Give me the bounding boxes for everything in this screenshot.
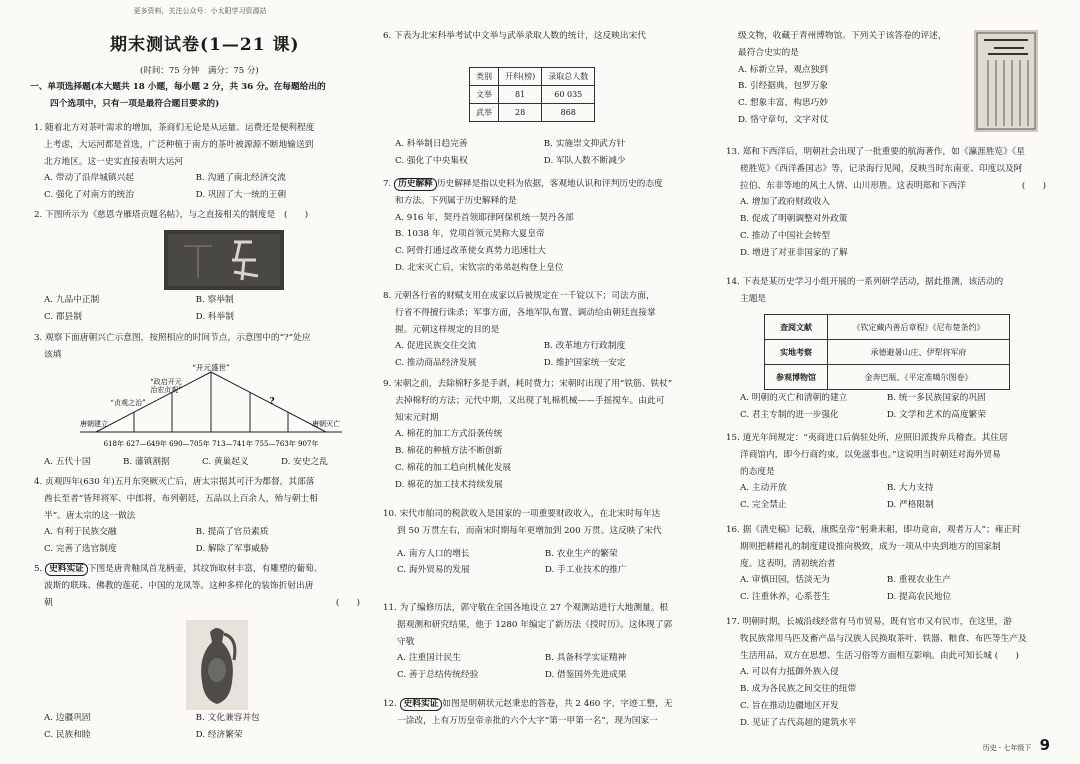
q8-option-a: A. 促进民族交往交流 — [395, 341, 477, 352]
q1-option-b: B. 沟通了南北经济交流 — [195, 173, 286, 184]
q8-option-b: B. 改革地方行政制度 — [543, 341, 626, 352]
question-6: 6. 下表为北宋科举考试中文举与武举录取人数的统计，这反映出宋代 — [383, 31, 646, 41]
q4-option-c: C. 完善了选官制度 — [44, 544, 117, 555]
exam-paper-image — [974, 30, 1038, 132]
question-8: 8. 元朝各行省的财赋支用在成家以后被规定在一千锭以下；司法方面， 行省不得擅行诛杀；军事方面，各地军队布置、调动给由朝廷直接掌 握。元朝这样规定的目的是 A. 促进民族交往交流 B. 改革地方行政制度 C. 推动商品经济发展 D. 维护国家统一安定 — [383, 288, 705, 372]
q4-option-d: D. 解除了军事威胁 — [195, 544, 269, 555]
q6-options — [395, 136, 705, 170]
table-cell: 武举 — [470, 104, 499, 122]
label-peak: “开元盛世” — [192, 363, 230, 372]
question-1: 1. 随着北方对茶叶需求的增加，茶商们无论是从运量、运费还是便利程度 上考虑，大运河都是首选，广泛种植于南方的茶叶被源源不断地输送到 北方地区。这一史实直接表明大运河 A. 带动了沿岸城镇兴起 B. 沟通了南北经济交流 C. 强化了对南方的统治 D. 巩固了大一统的王朝 — [34, 120, 360, 204]
q9-option-d: D. 棉花的加工技术持续发展 — [395, 479, 503, 490]
label-left1b: 治宏贞观” — [150, 386, 182, 394]
q6-option-d: D. 军队人数不断减少 — [543, 155, 626, 166]
calligraphy-image — [164, 230, 284, 290]
q5-option-b: B. 文化兼容并包 — [195, 713, 260, 723]
q11-option-a: A. 注重国计民生 — [397, 653, 461, 664]
q3-option-b: B. 藩镇割据 — [123, 457, 170, 467]
q1-option-d: D. 巩固了大一统的王朝 — [195, 190, 287, 201]
celadon-ewer-image — [186, 620, 248, 710]
header-note: 更多资料，关注公众号：小太阳学习资源站 — [133, 7, 267, 15]
table-cell: 实地考察 — [765, 340, 828, 365]
q1-option-c: C. 强化了对南方的统治 — [44, 190, 135, 201]
q10-option-b: B. 农业生产的繁荣 — [544, 548, 618, 559]
q5-option-d: D. 经济繁荣 — [195, 729, 243, 740]
q5-option-c: C. 民族和睦 — [44, 729, 91, 740]
q6-header-total: 录取总人数 — [542, 68, 595, 86]
time-line: (时间：75 分钟 满分：75 分) — [140, 66, 259, 76]
section-1-instructions: 一、单项选择题(本大题共 18 小题，每小题 2 分，共 36 分。在每题给出的 四个选项中，只有一项是最符合题目要求的) — [30, 82, 326, 109]
question-11: 11. 为了编修历法，郭守敬在全国各地设立 27 个观测站进行大地测量。根 据观测和研究结果，他于 1280 年编定了新历法《授时历》。这体现了郭 守敬 A. 注重国计民生 B. 具备科学实证精神 C. 善于总结传统经验 D. 借鉴国外先进成果 — [383, 600, 705, 684]
q12-option-d: D. 恪守章句，文字对仗 — [738, 114, 829, 125]
table-cell: 81 — [499, 86, 542, 104]
q7-option-a: A. 916 年，契丹首领耶律阿保机统一契丹各部 — [395, 212, 574, 223]
q15-option-a: A. 主动开放 — [740, 483, 787, 494]
q2-option-c: C. 郡县制 — [44, 311, 82, 322]
table-cell: 《钦定藏内善后章程》《尼布楚条约》 — [828, 315, 1010, 340]
label-end: 唐朝灭亡 — [312, 420, 340, 428]
q16-option-c: C. 注重休养，心系苍生 — [740, 592, 831, 603]
q7-option-c: C. 阿骨打通过改革使女真势力迅速壮大 — [395, 246, 546, 257]
q17-option-d: D. 见证了古代高超的建筑水平 — [740, 717, 857, 728]
page-number: 9 — [1039, 736, 1050, 754]
q5-option-a: A. 边疆巩固 — [44, 713, 91, 723]
q17-option-b: B. 成为各民族之间交往的纽带 — [740, 684, 857, 695]
q12-option-b: B. 引经据典，包罗万象 — [738, 81, 829, 92]
q6-header-sessions: 开科(榜) — [499, 68, 542, 86]
question-7: 7. 历史解释 历史解释是指以史料为依据，客观地认识和评判历史的态度 和方法。下列属于历史解释的是 A. 916 年，契丹首领耶律阿保机统一契丹各部 B. 1038 年，党项首领元昊称大夏皇帝 C. 阿骨打通过改革使女真势力迅速壮大 D. 北宋灭亡后，宋钦宗的弟弟赵构登上皇位 — [383, 176, 705, 277]
q14-option-d: D. 文学和艺术的高度繁荣 — [886, 409, 986, 420]
question-12-continued: 级文物，收藏于青州博物馆。下列关于该答卷的评述， 最符合史实的是 A. 标新立异，观点独到 B. 引经据典，包罗万象 C. 想象丰富，构思巧妙 D. 恪守章句，文字对仗 — [738, 28, 968, 129]
q3-options — [44, 454, 360, 471]
q17-option-a: A. 可以有力抵御外族入侵 — [740, 667, 839, 678]
q4-option-b: B. 提高了官员素质 — [195, 527, 269, 538]
tang-rise-fall-diagram — [76, 362, 346, 454]
q2-option-a: A. 九品中正制 — [44, 295, 100, 305]
q13-option-d: D. 增进了对亚非国家的了解 — [740, 247, 848, 258]
q5-options — [44, 710, 360, 744]
column-2 — [383, 0, 705, 764]
table-cell: 承德避暑山庄、伊犁将军府 — [828, 340, 1010, 365]
question-12: 12. 史料实证 如图是明朝状元赵秉忠的答卷，共 2 460 字，字迹工整，无 一涂改，上有万历皇帝亲批的六个大字“第一甲第一名”，现为国家一 — [383, 699, 673, 726]
q6-header-category: 类别 — [470, 68, 499, 86]
q2-option-b: B. 察举制 — [195, 295, 234, 305]
question-3: 3. 观察下面唐朝兴亡示意图，按照相应的时间节点，示意图中的“?”处应 该填 — [34, 333, 311, 360]
question-10: 10. 宋代市舶司的税款收入是国家的一项重要财政收入，在北宋时每年达 到 50 万贯左右，而南宋时期每年更增加到 200 万贯。这反映了宋代 A. 南方人口的增长 B. 农业生产的繁荣 C. 海外贸易的发展 D. 手工业技术的推广 — [383, 506, 705, 579]
q14-option-b: B. 统一多民族国家的巩固 — [886, 393, 986, 403]
question-4: 4. 贞观四年(630 年)五月东突厥灭亡后，唐太宗据其可汗为都督，其部落 酋长至者“皆拜将军、中郎将，布列朝廷，五品以上百余人，殆与朝士相 半”。唐太宗的这一做法 A. 有利于民族交融 B. 提高了官员素质 C. 完善了选官制度 D. 解除了军事威胁 — [34, 474, 360, 558]
q8-option-d: D. 维护国家统一安定 — [543, 358, 626, 369]
question-5: 5. 史料实证 下图是唐青釉凤首龙柄壶，其纹饰取材丰富，有雕塑的葡萄、 波斯的联珠、佛教的莲花、中国的龙凤等。这种多样化的装饰折射出唐 朝 ( ) — [34, 564, 360, 608]
question-14: 14. 下表是某历史学习小组开展的一系列研学活动，据此推测，该活动的 主题是 — [726, 277, 1004, 304]
q6-option-b: B. 实施崇文抑武方针 — [543, 139, 626, 149]
q15-option-d: D. 严格限制 — [886, 500, 934, 511]
q6-option-c: C. 强化了中央集权 — [395, 155, 468, 166]
q14-option-c: C. 君主专制的进一步强化 — [740, 409, 839, 420]
table-cell: 60 035 — [542, 86, 595, 104]
q3-option-c: C. 黄巢起义 — [202, 457, 249, 467]
q7-option-b: B. 1038 年，党项首领元昊称大夏皇帝 — [395, 229, 545, 240]
q17-option-c: C. 旨在推动边疆地区开发 — [740, 700, 839, 711]
q11-option-c: C. 善于总结传统经验 — [397, 670, 479, 681]
q9-option-c: C. 棉花的加工趋向机械化发展 — [395, 462, 512, 473]
q6-table — [469, 67, 595, 122]
q12-option-a: A. 标新立异，观点独到 — [738, 64, 828, 75]
q3-option-d: D. 安史之乱 — [281, 457, 328, 467]
table-cell: 金奔巴瓶、《平定准噶尔图卷》 — [828, 365, 1010, 390]
q16-option-d: D. 提高农民地位 — [886, 592, 952, 603]
q9-option-a: A. 棉花的加工方式沿袭传统 — [395, 429, 503, 440]
q10-option-c: C. 海外贸易的发展 — [397, 565, 470, 576]
q10-option-a: A. 南方人口的增长 — [397, 548, 470, 559]
question-13: 13. 郑和下西洋后，明朝社会出现了一批重要的航海著作，如《瀛涯胜览》《星 槎胜览》《西洋番国志》等，记录海行见闻，反映当时东南亚、印度以及阿 拉伯、东非等地的风土人情、山川形胜。这表明郑和下西洋 ( ) A. 增加了政府财政收入 B. 促成了明朝调整对外政策 C. 推动了中国社会转型 D. 增进了对亚非国家的了解 — [726, 144, 1046, 262]
q5-tag: 史料实证 — [45, 563, 88, 576]
table-cell: 查阅文献 — [765, 315, 828, 340]
q12-tag: 史料实证 — [400, 698, 443, 711]
q13-option-c: C. 推动了中国社会转型 — [740, 230, 831, 241]
question-15: 15. 道光年间规定：“夷商进口后倘驻处所，应照旧派拨弁兵稽查。其住居 洋商馆内，即今行商约束，以免滋事也。”这说明当时朝廷对海外贸易 的态度是 A. 主动开放 B. 大力支持 C. 完全禁止 D. 严格限制 — [726, 430, 1046, 514]
q12-option-c: C. 想象丰富，构思巧妙 — [738, 98, 829, 109]
q11-option-b: B. 具备科学实证精神 — [544, 653, 627, 664]
label-left2: “贞观之治” — [110, 399, 146, 407]
q1-option-a: A. 带动了沿岸城镇兴起 — [44, 173, 134, 184]
page-footer — [983, 736, 1050, 754]
q15-option-c: C. 完全禁止 — [740, 500, 787, 511]
q2-options — [44, 292, 360, 326]
question-17: 17. 明朝时期，长城沿线经常有马市贸易，既有官市又有民市，在这里，游 牧民族常用马匹及畜产品与汉族人民换取茶叶、铁器、粮食、布匹等生产及 生活用品，双方在思想、生活习俗等方面相互影响。由此可知长城 ( ) A. 可以有力抵御外族入侵 B. 成为各民族之间交往的纽带 C. 旨在推动边疆地区开发 D. 见证了古代高超的建筑水平 — [726, 614, 1046, 732]
q7-tag: 历史解释 — [394, 178, 437, 191]
table-cell: 868 — [542, 104, 595, 122]
q15-option-b: B. 大力支持 — [886, 483, 934, 494]
q14-table — [764, 314, 1010, 390]
footer-label: 历史 · 七年级下 — [982, 744, 1032, 752]
q16-option-a: A. 审慎田园，恬淡无为 — [740, 575, 830, 586]
q11-option-d: D. 借鉴国外先进成果 — [544, 670, 627, 681]
column-3 — [726, 0, 1050, 764]
question-9: 9. 宋朝之前，去除棉籽多是手剥，耗时费力；宋朝时出现了用“铁筋、铁杖” 去掉棉籽的方法；元代中期，又出现了轧棉机械——手摇搅车。由此可 知宋元时期 A. 棉花的加工方式沿袭传统 B. 棉花的种植方法不断创新 C. 棉花的加工趋向机械化发展 D. 棉花的加工技术持续发展 — [383, 376, 705, 494]
table-cell: 参观博物馆 — [765, 365, 828, 390]
q6-option-a: A. 科举制日趋完善 — [395, 139, 468, 149]
timeline-years: 618年 627—649年 690—705年 713—741年 755—763年 907年 — [103, 440, 319, 448]
table-cell: 文举 — [470, 86, 499, 104]
q16-option-b: B. 重视农业生产 — [886, 575, 951, 586]
q7-option-d: D. 北宋灭亡后，宋钦宗的弟弟赵构登上皇位 — [395, 262, 564, 273]
q10-option-d: D. 手工业技术的推广 — [544, 565, 627, 576]
q3-option-a: A. 五代十国 — [44, 457, 91, 467]
q4-option-a: A. 有利于民族交融 — [44, 527, 117, 538]
label-left1: “政启开元 — [150, 378, 182, 386]
q2-option-d: D. 科举制 — [195, 311, 234, 322]
table-cell: 28 — [499, 104, 542, 122]
q13-option-a: A. 增加了政府财政收入 — [740, 197, 830, 208]
label-start: 唐朝建立 — [80, 420, 108, 428]
q14-option-a: A. 明朝的灭亡和清朝的建立 — [740, 393, 848, 403]
label-question: ? — [269, 397, 275, 407]
q13-option-b: B. 促成了明朝调整对外政策 — [740, 214, 848, 225]
question-2: 2. 下图所示为《慈恩寺雁塔贡题名帖》，与之直接相关的制度是 ( ) — [34, 210, 309, 220]
q8-option-c: C. 推动商品经济发展 — [395, 358, 477, 369]
q14-options — [740, 390, 1046, 424]
question-16: 16. 据《清史稿》记载，康熙皇帝“躬秉耒耜，即功竟亩，观者万人”；雍正时 期则把耕耤礼的制度建设推向极致，成为一项从中央到地方的国家制 度。这表明，清初统治者 A. 审慎田园，恬淡无为 B. 重视农业生产 C. 注重休养，心系苍生 D. 提高农民地位 — [726, 522, 1046, 606]
q9-option-b: B. 棉花的种植方法不断创新 — [395, 446, 503, 457]
page-title: 期末测试卷(1—21 课) — [110, 35, 300, 55]
column-1 — [30, 0, 360, 764]
